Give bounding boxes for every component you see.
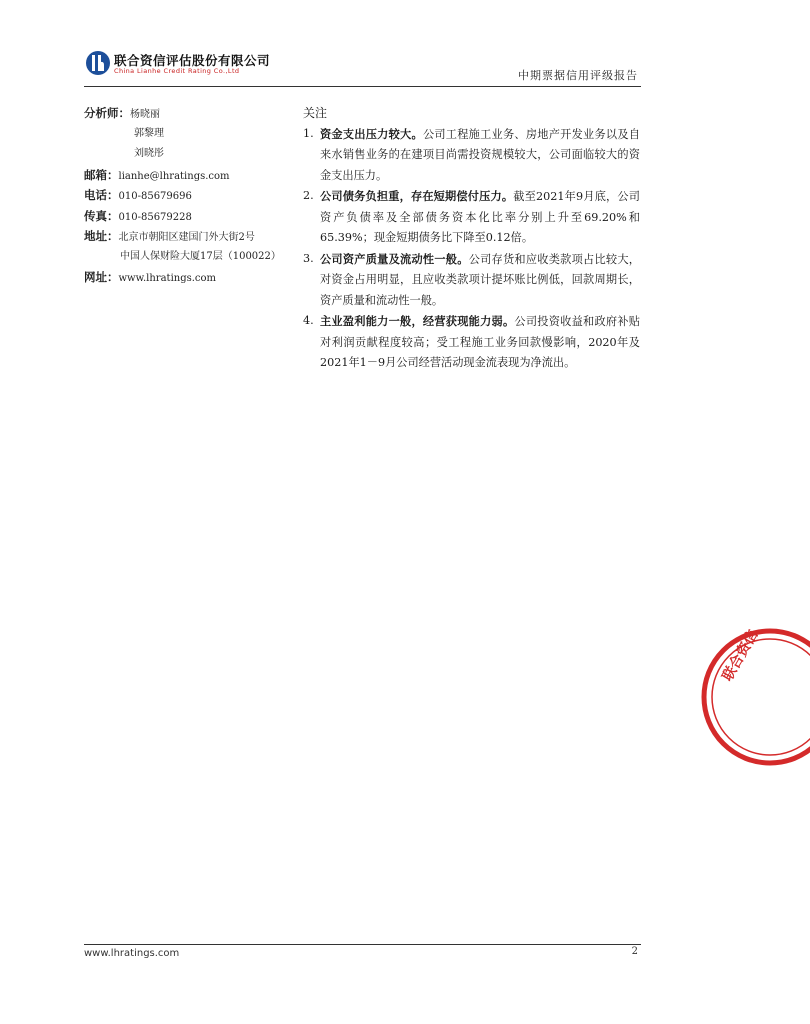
seal-number: 1: [709, 724, 720, 737]
address-line-2: 中国人保财险大厦17层（100022）: [120, 250, 281, 262]
analyst-name: 杨晓丽: [130, 109, 160, 120]
company-seal-stamp: [700, 622, 810, 772]
concern-text: 公司投资收益和政府补贴对利润贡献程度较高；受工程施工业务回款慢影响，2020年及2021年1－9月公司经营活动现金流表现为净流出。: [320, 315, 640, 369]
seal-text: 联合资信: [719, 627, 762, 684]
concern-item: [303, 124, 640, 187]
fax-value: 010-85679228: [118, 211, 192, 223]
contact-row-address: [84, 226, 294, 247]
phone-label: 电话：: [84, 188, 119, 202]
footer-website[interactable]: www.lhratings.com: [84, 948, 180, 959]
report-type-title: 中期票据信用评级报告: [518, 69, 638, 82]
concerns-section: [303, 103, 640, 374]
concerns-title: 关注: [303, 106, 328, 120]
header-divider: [84, 86, 641, 87]
contact-row-analyst-3: [84, 144, 294, 165]
concern-item: [303, 186, 640, 249]
contact-row-address-2: [84, 247, 294, 268]
concern-item: [303, 249, 640, 312]
concern-text: 公司存货和应收类款项占比较大，对资金占用明显，且应收类款项计提坏账比例低，回款周期长，资产质量和流动性一般。: [320, 252, 640, 307]
address-label: 地址：: [84, 229, 119, 243]
website-label: 网址：: [84, 270, 119, 284]
analyst-name: 刘晓彤: [134, 148, 164, 159]
contact-row-fax: [84, 206, 294, 227]
page-number: 2: [631, 946, 638, 957]
concern-heading: 公司债务负担重，存在短期偿付压力。: [320, 189, 514, 203]
contact-row-analyst-2: [84, 124, 294, 145]
fax-label: 传真：: [84, 208, 119, 223]
concern-text: 截至2021年9月底，公司资产负债率及全部债务资本化比率分别上升至69.20%和65.39%；现金短期债务比下降至0.12倍。: [320, 190, 640, 244]
concern-heading: 主业盈利能力一般，经营获现能力弱。: [320, 314, 515, 328]
contact-row-phone: [84, 185, 294, 206]
concern-heading: 资金支出压力较大。: [320, 126, 423, 141]
contact-row-website: [84, 267, 294, 288]
concern-number: 1.: [303, 126, 314, 140]
phone-value: 010-85679696: [118, 191, 192, 202]
contact-row-analyst: [84, 103, 294, 124]
analyst-name: 郭黎理: [134, 127, 164, 139]
email-label: 邮箱：: [84, 167, 119, 182]
concern-text: 公司工程施工业务、房地产开发业务以及自来水销售业务的在建项目尚需投资规模较大，公司面临较大的资金支出压力。: [320, 127, 640, 182]
concern-number: 4.: [303, 314, 314, 327]
concern-item: [303, 311, 640, 374]
company-name-en: China Lianhe Credit Rating Co.,Ltd: [114, 67, 240, 75]
concern-number: 3.: [303, 251, 314, 265]
concern-heading: 公司资产质量及流动性一般。: [320, 251, 469, 266]
footer-divider: [84, 944, 641, 945]
website-value[interactable]: www.lhratings.com: [118, 273, 217, 284]
analyst-label: 分析师：: [84, 106, 130, 120]
address-line-1: 北京市朝阳区建国门外大街2号: [118, 232, 255, 243]
company-logo-icon: [85, 50, 111, 76]
contact-row-email: [84, 165, 294, 186]
concern-number: 2.: [303, 189, 314, 202]
company-name-cn: 联合资信评估股份有限公司: [114, 53, 271, 68]
email-value[interactable]: lianhe@lhratings.com: [118, 170, 230, 182]
contact-info: [84, 103, 294, 288]
concerns-list: [303, 124, 640, 374]
